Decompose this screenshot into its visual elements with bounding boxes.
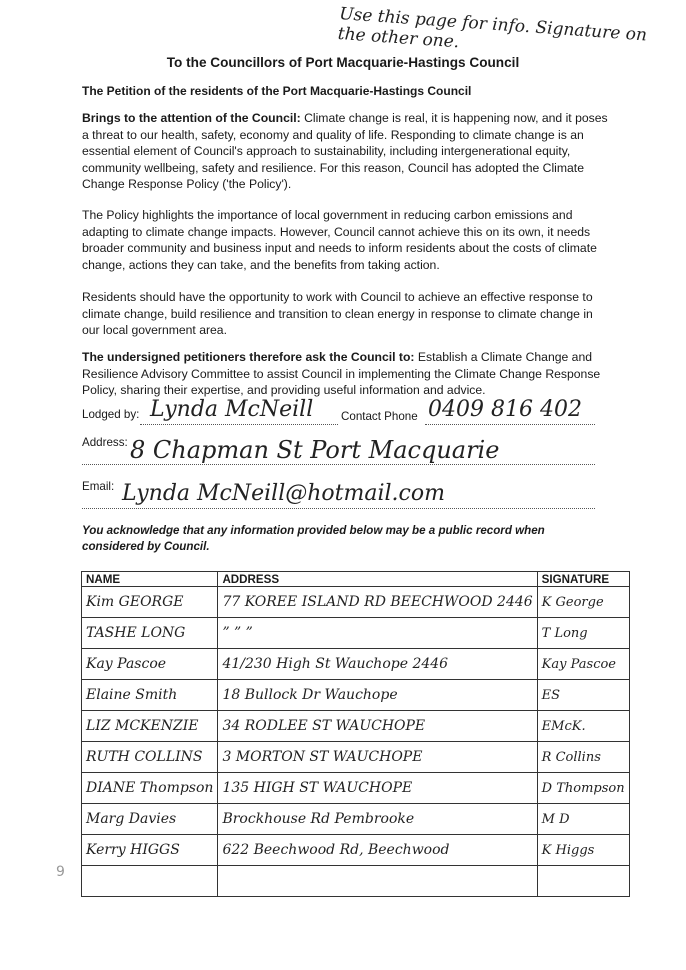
row-name[interactable]: TASHE LONG	[82, 618, 218, 649]
row-signature[interactable]: K George	[537, 587, 629, 618]
margin-number: 9	[56, 864, 65, 880]
table-row	[82, 742, 630, 773]
row-address[interactable]: 41/230 High St Wauchope 2446	[218, 649, 537, 680]
address-line	[82, 464, 595, 465]
row-address[interactable]: 622 Beechwood Rd, Beechwood	[218, 835, 537, 866]
row-address[interactable]: 34 RODLEE ST WAUCHOPE	[218, 711, 537, 742]
row-address[interactable]: 18 Bullock Dr Wauchope	[218, 680, 537, 711]
table-row	[82, 804, 630, 835]
row-signature[interactable]: EMcK.	[537, 711, 629, 742]
row-name[interactable]	[82, 866, 218, 897]
table-row	[82, 711, 630, 742]
paragraph-attention	[82, 110, 612, 193]
paragraph-attention-lead: Brings to the attention of the Council:	[82, 111, 301, 125]
paragraph-attention-text: Climate change is real, it is happening now, and it poses a threat to our health, safety, economy and quality of life. Responding to climate change is an essential element of Council's approach to sustainability, including intergenerational equity, community wellbeing, safety and resilience. For this reason, Council has adopted the Climate Change Response Policy ('the Policy').	[82, 111, 608, 191]
row-address[interactable]: ” ” ”	[218, 618, 537, 649]
petition-subtitle: The Petition of the residents of the Port Macquarie-Hastings Council	[82, 84, 472, 98]
paragraph-residents: Residents should have the opportunity to work with Council to achieve an effective response to climate change, build resilience and transition to clean energy in response to climate change in our local government area.	[82, 290, 593, 337]
header-name: NAME	[82, 572, 218, 587]
row-name[interactable]: RUTH COLLINS	[82, 742, 218, 773]
header-address: ADDRESS	[218, 572, 537, 587]
row-address[interactable]: 135 HIGH ST WAUCHOPE	[218, 773, 537, 804]
table-row	[82, 587, 630, 618]
row-signature[interactable]: D Thompson	[537, 773, 629, 804]
row-address[interactable]: 77 KOREE ISLAND RD BEECHWOOD 2446	[218, 587, 537, 618]
lodged-by-line	[140, 424, 338, 425]
row-name[interactable]: Kerry HIGGS	[82, 835, 218, 866]
row-name[interactable]: Elaine Smith	[82, 680, 218, 711]
row-address[interactable]: Brockhouse Rd Pembrooke	[218, 804, 537, 835]
petition-title: To the Councillors of Port Macquarie-Hastings Council	[166, 55, 520, 70]
row-signature[interactable]	[537, 866, 629, 897]
table-row	[82, 680, 630, 711]
row-signature[interactable]: R Collins	[537, 742, 629, 773]
signature-table	[81, 571, 630, 897]
handwritten-note: Use this page for info. Signature on the other one.	[337, 4, 648, 53]
contact-phone-label: Contact Phone	[341, 410, 418, 423]
table-row	[82, 618, 630, 649]
row-name[interactable]: LIZ MCKENZIE	[82, 711, 218, 742]
lodged-by-value[interactable]: Lynda McNeill	[150, 397, 314, 422]
paragraph-request-text: Establish a Climate Change and Resilience Advisory Committee to assist Council in implementing the Climate Change Response Policy, sharing their expertise, and providing useful information and advice.	[82, 350, 601, 397]
row-signature[interactable]: M D	[537, 804, 629, 835]
email-value[interactable]: Lynda McNeill@hotmail.com	[122, 481, 445, 506]
paragraph-request	[82, 349, 612, 399]
public-record-notice: You acknowledge that any information provided below may be a public record when considered by Council.	[82, 524, 545, 553]
address-label: Address:	[82, 436, 128, 449]
header-signature: SIGNATURE	[537, 572, 629, 587]
paragraph-policy: The Policy highlights the importance of local government in reducing carbon emissions and adapting to climate change impacts. However, Council cannot achieve this on its own, it needs broader community and business input and needs to inform residents about the costs of climate change, actions they can take, and the benefits from taking action.	[82, 208, 597, 272]
email-label: Email:	[82, 480, 115, 493]
row-signature[interactable]: Kay Pascoe	[537, 649, 629, 680]
row-signature[interactable]: ES	[537, 680, 629, 711]
row-name[interactable]: DIANE Thompson	[82, 773, 218, 804]
row-address[interactable]: 3 MORTON ST WAUCHOPE	[218, 742, 537, 773]
row-name[interactable]: Kim GEORGE	[82, 587, 218, 618]
lodged-by-label: Lodged by:	[82, 408, 140, 421]
contact-phone-value[interactable]: 0409 816 402	[428, 397, 582, 422]
row-address[interactable]	[218, 866, 537, 897]
table-row	[82, 835, 630, 866]
email-line	[82, 508, 595, 509]
row-signature[interactable]: K Higgs	[537, 835, 629, 866]
row-signature[interactable]: T Long	[537, 618, 629, 649]
row-name[interactable]: Kay Pascoe	[82, 649, 218, 680]
table-row	[82, 649, 630, 680]
paragraph-request-lead: The undersigned petitioners therefore ask the Council to:	[82, 350, 415, 364]
row-name[interactable]: Marg Davies	[82, 804, 218, 835]
address-value[interactable]: 8 Chapman St Port Macquarie	[130, 436, 500, 464]
signature-table-header	[82, 572, 630, 587]
table-row	[82, 866, 630, 897]
contact-phone-line	[425, 424, 595, 425]
table-row	[82, 773, 630, 804]
